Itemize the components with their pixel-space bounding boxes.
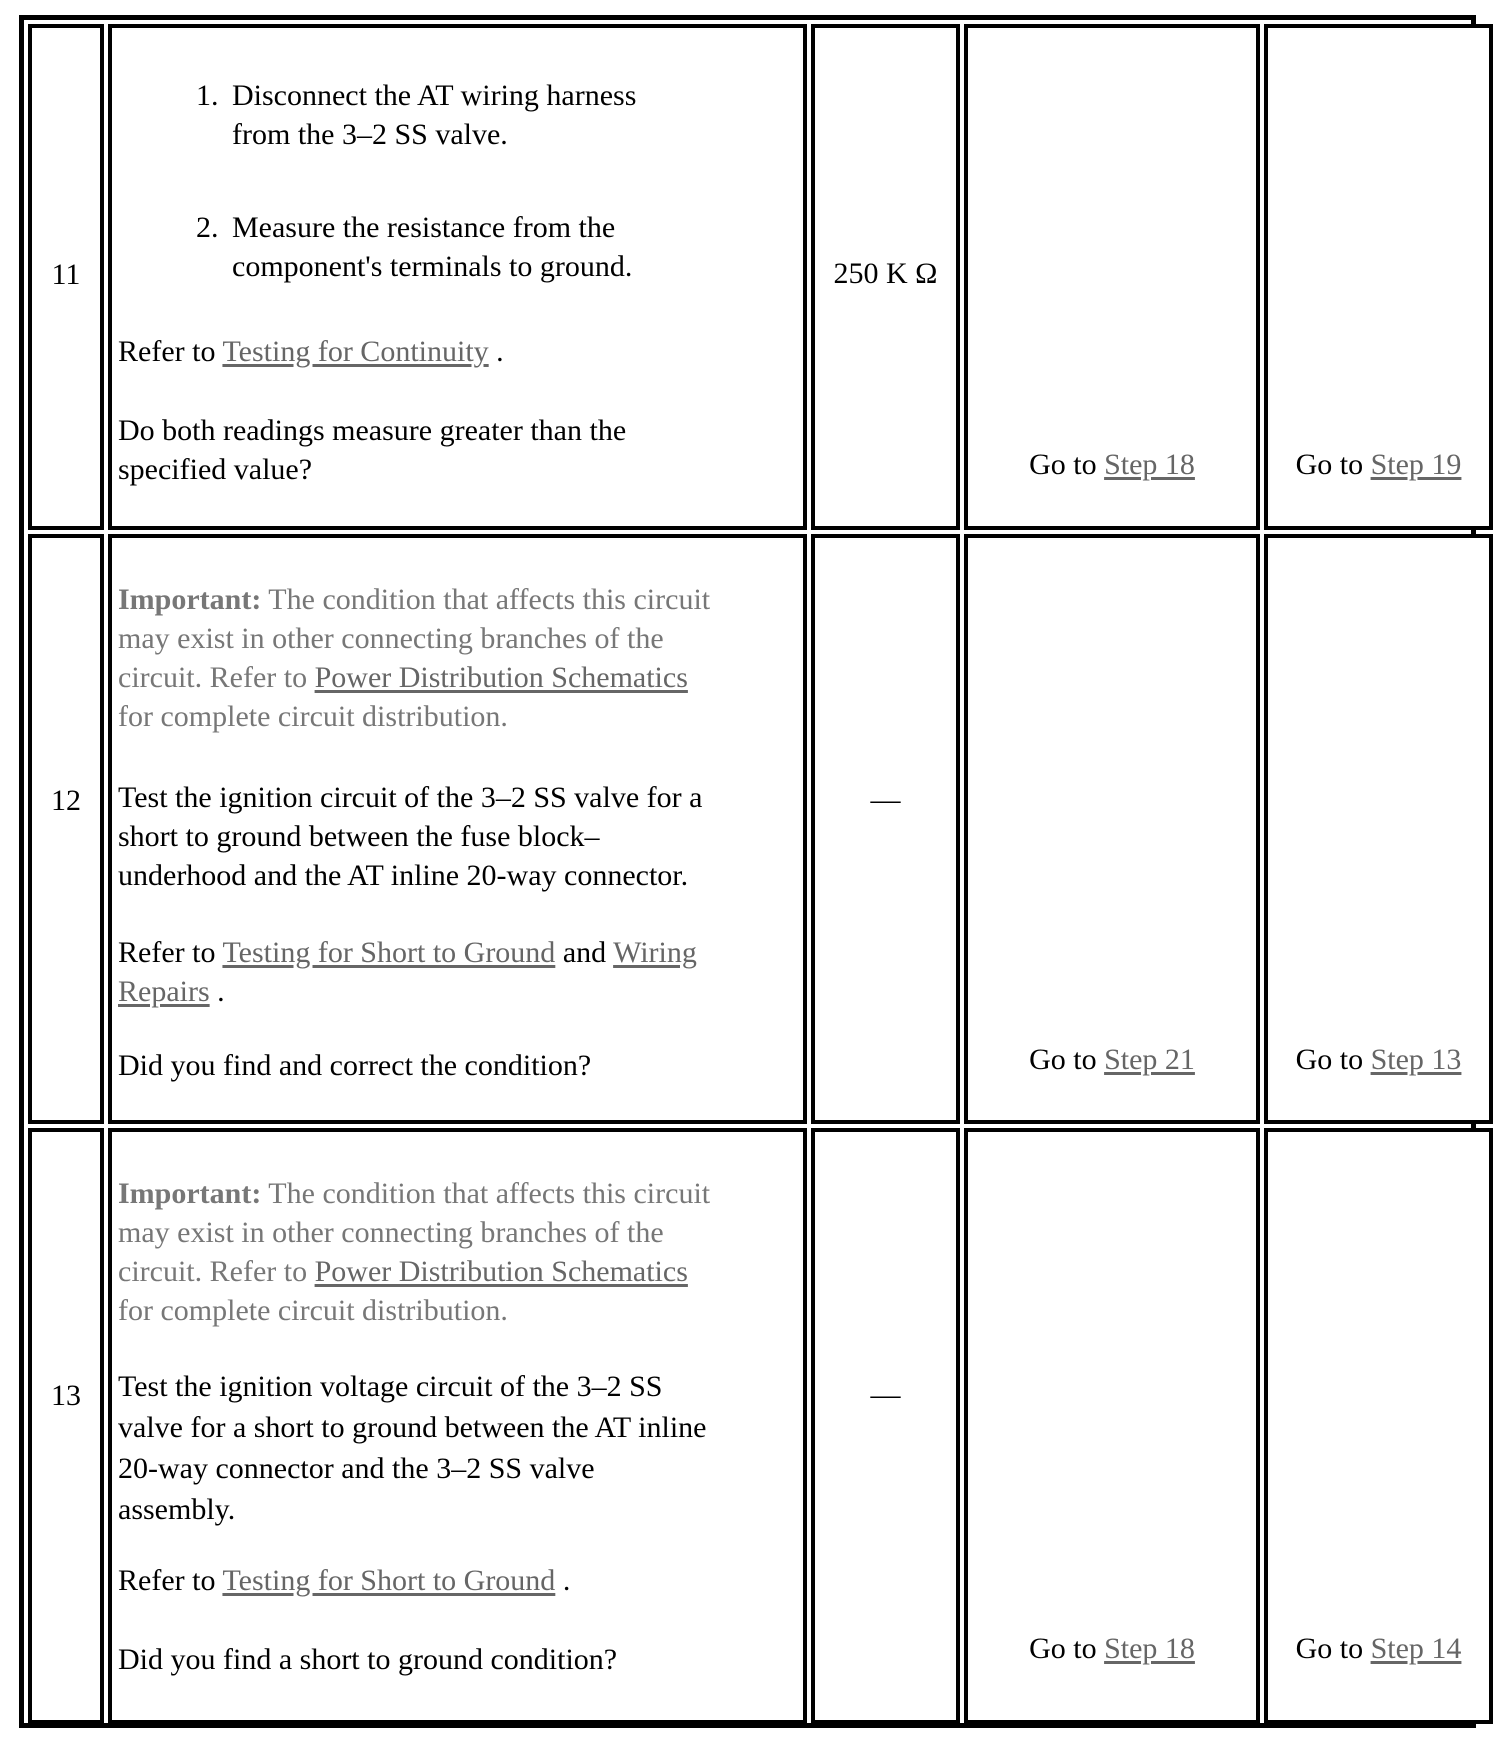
- refer-text: Refer to Testing for Continuity .: [118, 335, 504, 368]
- step-21-link[interactable]: Step 21: [1104, 1043, 1195, 1076]
- wiring-repairs-link-cont[interactable]: Repairs: [118, 975, 210, 1008]
- no-cell: [1264, 534, 1493, 1124]
- diagnostic-table: [19, 15, 1476, 1728]
- refer-text: Refer to Testing for Short to Ground .: [118, 1564, 571, 1597]
- refer-text: Refer to Testing for Short to Ground and Wiring Repairs .: [118, 936, 697, 1008]
- specified-value: —: [870, 1378, 901, 1411]
- specified-value: —: [870, 783, 901, 816]
- step-number-cell: [28, 534, 104, 1124]
- list-marker: 2.: [196, 211, 219, 244]
- step-number: 13: [51, 1379, 81, 1412]
- step-number-cell: [28, 24, 104, 530]
- no-action: Go to Step 19: [1295, 448, 1462, 481]
- list-item-text: from the 3–2 SS valve.: [232, 118, 508, 151]
- specified-value: 250 K Ω: [833, 257, 938, 290]
- question-text: Did you find a short to ground condition?: [118, 1643, 618, 1676]
- step-18-link[interactable]: Step 18: [1104, 448, 1195, 481]
- power-distribution-link[interactable]: Power Distribution Schematics: [314, 661, 688, 694]
- question-text: Did you find and correct the condition?: [118, 1049, 592, 1082]
- short-to-ground-link[interactable]: Testing for Short to Ground: [222, 1564, 556, 1597]
- value-cell: [811, 24, 960, 530]
- no-cell: [1264, 1128, 1493, 1724]
- step-19-link[interactable]: Step 19: [1370, 448, 1462, 481]
- value-cell: [811, 534, 960, 1124]
- yes-action: Go to Step 18: [1029, 448, 1195, 481]
- testing-continuity-link[interactable]: Testing for Continuity: [222, 335, 489, 368]
- yes-cell: [964, 1128, 1260, 1724]
- action-cell: [108, 534, 807, 1124]
- step-number: 11: [51, 258, 81, 291]
- list-item-text: Measure the resistance from the: [232, 211, 616, 244]
- list-item-text: component's terminals to ground.: [232, 250, 633, 283]
- important-note: Important: The condition that affects this circuit may exist in other connecting branches of the circuit. Refer to Power Distribution Schematics for complete circuit distribution.: [118, 1177, 711, 1327]
- important-label: Important:: [118, 583, 262, 616]
- important-note: Important: The condition that affects this circuit may exist in other connecting branches of the circuit. Refer to Power Distribution Schematics for complete circuit distribution.: [118, 583, 711, 733]
- no-action: Go to Step 13: [1295, 1043, 1462, 1076]
- action-cell: [108, 24, 807, 530]
- value-cell: [811, 1128, 960, 1724]
- test-instruction: Test the ignition circuit of the 3–2 SS valve for a short to ground between the fuse block– underhood and the AT inline 20-way connector.: [118, 781, 703, 892]
- no-cell: [1264, 24, 1493, 530]
- step-number: 12: [51, 784, 81, 817]
- step-13-link[interactable]: Step 13: [1370, 1043, 1462, 1076]
- list-item-text: Disconnect the AT wiring harness: [232, 79, 637, 112]
- no-action: Go to Step 14: [1295, 1632, 1462, 1665]
- step-18-link[interactable]: Step 18: [1104, 1632, 1195, 1665]
- step-14-link[interactable]: Step 14: [1370, 1632, 1462, 1665]
- yes-action: Go to Step 21: [1029, 1043, 1195, 1076]
- yes-action: Go to Step 18: [1029, 1632, 1195, 1665]
- action-cell: [108, 1128, 807, 1724]
- yes-cell: [964, 534, 1260, 1124]
- step-number-cell: [28, 1128, 104, 1724]
- test-instruction: Test the ignition voltage circuit of the 3–2 SS valve for a short to ground between the AT inline 20-way connector and the 3–2 SS valve assembly.: [118, 1370, 707, 1526]
- wiring-repairs-link[interactable]: Wiring: [613, 936, 697, 969]
- list-marker: 1.: [196, 79, 219, 112]
- question-text: Do both readings measure greater than the specified value?: [118, 414, 627, 486]
- power-distribution-link[interactable]: Power Distribution Schematics: [314, 1255, 688, 1288]
- important-label: Important:: [118, 1177, 262, 1210]
- yes-cell: [964, 24, 1260, 530]
- short-to-ground-link[interactable]: Testing for Short to Ground: [222, 936, 556, 969]
